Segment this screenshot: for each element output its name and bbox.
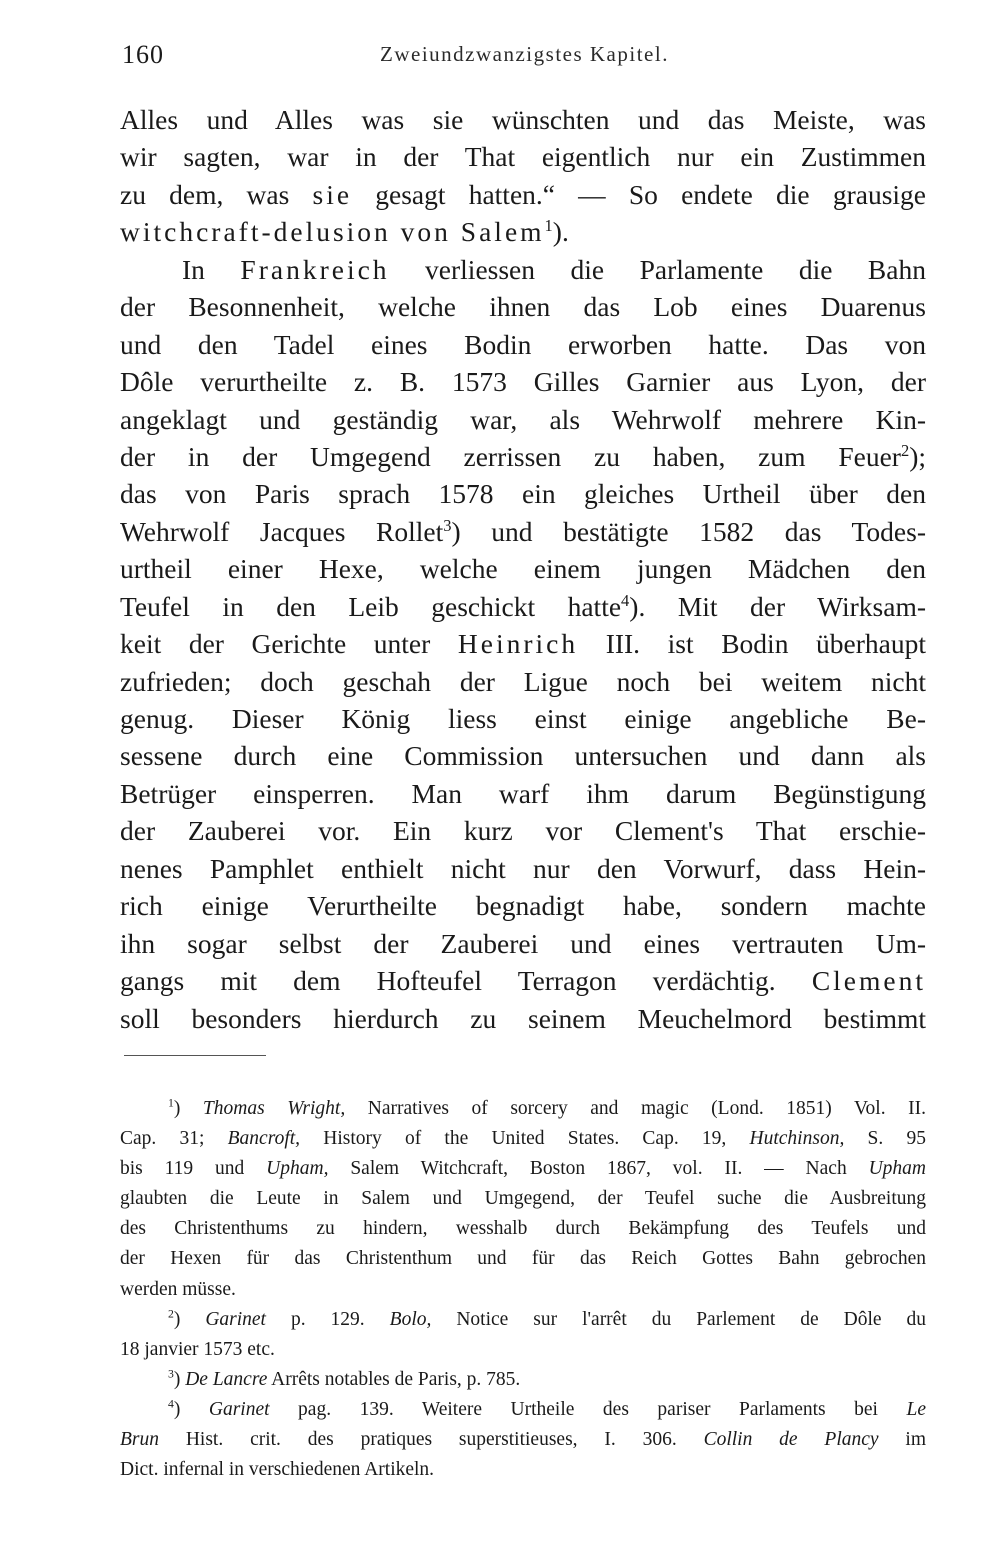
footnote-line: Cap. 31; Bancroft, History of the United States. Cap. 19, Hutchinson, S. 95 (120, 1128, 926, 1150)
footnote-line: glaubten die Leute in Salem und Umgegend, der Teufel suche die Ausbreitung (120, 1188, 926, 1210)
footnotes (120, 1094, 926, 1485)
footnote-mark: 2 (168, 1307, 174, 1321)
footnote-line: werden müsse. (120, 1278, 236, 1300)
text-line: Alles und Alles was sie wünschten und das Meiste, was (120, 104, 926, 135)
page-number: 160 (122, 40, 164, 69)
text-line: Wehrwolf Jacques Rollet$^3$) und bestätigte 1582 das Todes- (120, 515, 926, 547)
text-line: zu dem, was sie gesagt hatten.“ — So endete die grausige (120, 178, 926, 210)
footnote-line: $^4$) Garinet pag. 139. Weitere Urtheile des pariser Parlaments bei Le (168, 1397, 926, 1420)
footnote-mark: 4 (168, 1397, 174, 1411)
footnote-line: bis 119 und Upham, Salem Witchcraft, Boston 1867, vol. II. — Nach Upham (120, 1158, 926, 1180)
text-line: gangs mit dem Hofteufel Terragon verdächtig. Clement (120, 965, 926, 997)
footnote-line: des Christenthums zu hindern, wesshalb durch Bekämpfung des Teufels und (120, 1218, 926, 1240)
text-line: der Besonnenheit, welche ihnen das Lob eines Duarenus (120, 291, 926, 323)
text-line: ihn sogar selbst der Zauberei und eines vertrauten Um- (120, 927, 926, 959)
footnote-line: Dict. infernal in verschiedenen Artikeln. (120, 1459, 435, 1481)
text-line: und den Tadel eines Bodin erworben hatte. Das von (120, 328, 926, 360)
footnote-mark: 1 (168, 1096, 174, 1110)
text-line: zufrieden; doch geschah der Ligue noch bei weitem nicht (120, 665, 926, 697)
footnote-line: $^2$) Garinet p. 129. Bolo, Notice sur l'arrêt du Parlement de Dôle du (168, 1307, 926, 1330)
text-line: In Frankreich verliessen die Parlamente die Bahn (182, 253, 926, 285)
text-line: der in der Umgegend zerrissen zu haben, zum Feuer$^2$); (120, 440, 926, 472)
text-line: Teufel in den Leib geschickt hatte$^4$). Mit der Wirksam- (120, 590, 926, 622)
footnote-ref: 3 (443, 515, 452, 535)
spaced-emphasis: sie (312, 178, 353, 210)
footnote-line: Brun Hist. crit. des pratiques superstitieuses, I. 306. Collin de Plancy im (120, 1429, 926, 1451)
running-title: Zweiundzwanzigstes Kapitel. (380, 42, 669, 66)
text-line: sessene durch eine Commission untersuchen und dann als (120, 740, 926, 772)
text-line: das von Paris sprach 1578 ein gleiches Urtheil über den (120, 478, 926, 510)
footnote-line: 18 janvier 1573 etc. (120, 1338, 275, 1360)
text-line: soll besonders hierdurch zu seinem Meuchelmord bestimmt (120, 1002, 926, 1034)
page-header (122, 40, 927, 80)
footnote-4 (120, 1395, 926, 1485)
footnote-divider (124, 1055, 266, 1056)
footnote-ref: 2 (900, 440, 910, 460)
footnote-3 (120, 1365, 926, 1395)
footnote-1 (120, 1094, 926, 1305)
text-line: Betrüger einsperren. Man warf ihm darum Begünstigung (120, 777, 926, 809)
text-line: keit der Gerichte unter Heinrich III. ist Bodin überhaupt (120, 628, 926, 660)
text-line: urtheil einer Hexe, welche einem jungen Mädchen den (120, 553, 926, 585)
footnote-line: $^1$) Thomas Wright, Narratives of sorcery and magic (Lond. 1851) Vol. II. (168, 1096, 926, 1119)
text-line: genug. Dieser König liess einst einige angebliche Be- (120, 703, 926, 734)
footnote-line: der Hexen für das Christenthum und für das Reich Gottes Bahn gebrochen (120, 1248, 926, 1270)
spaced-emphasis: Frankreich (240, 253, 390, 285)
main-text (120, 101, 926, 1037)
spaced-emphasis: witchcraft-delusion von Salem (120, 216, 545, 248)
text-line: der Zauberei vor. Ein kurz vor Clement's That erschie- (120, 815, 926, 847)
spaced-emphasis: Clement (811, 965, 926, 997)
text-line: wir sagten, war in der That eigentlich nur ein Zustimmen (120, 141, 926, 173)
text-line: witchcraft-delusion von Salem$^1$). (120, 216, 569, 248)
footnote-mark: 3 (168, 1367, 174, 1381)
spaced-emphasis: Heinrich (457, 628, 579, 660)
footnote-ref: 1 (544, 216, 553, 236)
footnote-line: $^3$) De Lancre Arrêts notables de Paris, p. 785. (168, 1367, 521, 1390)
text-line: nenes Pamphlet enthielt nicht nur den Vorwurf, dass Hein- (120, 852, 926, 884)
text-line: angeklagt und geständig war, als Wehrwolf mehrere Kin- (120, 403, 926, 435)
footnote-2 (120, 1305, 926, 1365)
footnote-ref: 4 (621, 590, 630, 610)
text-line: rich einige Verurtheilte begnadigt habe, sondern machte (120, 890, 926, 922)
text-line: Dôle verurtheilte z. B. 1573 Gilles Garnier aus Lyon, der (120, 366, 926, 398)
